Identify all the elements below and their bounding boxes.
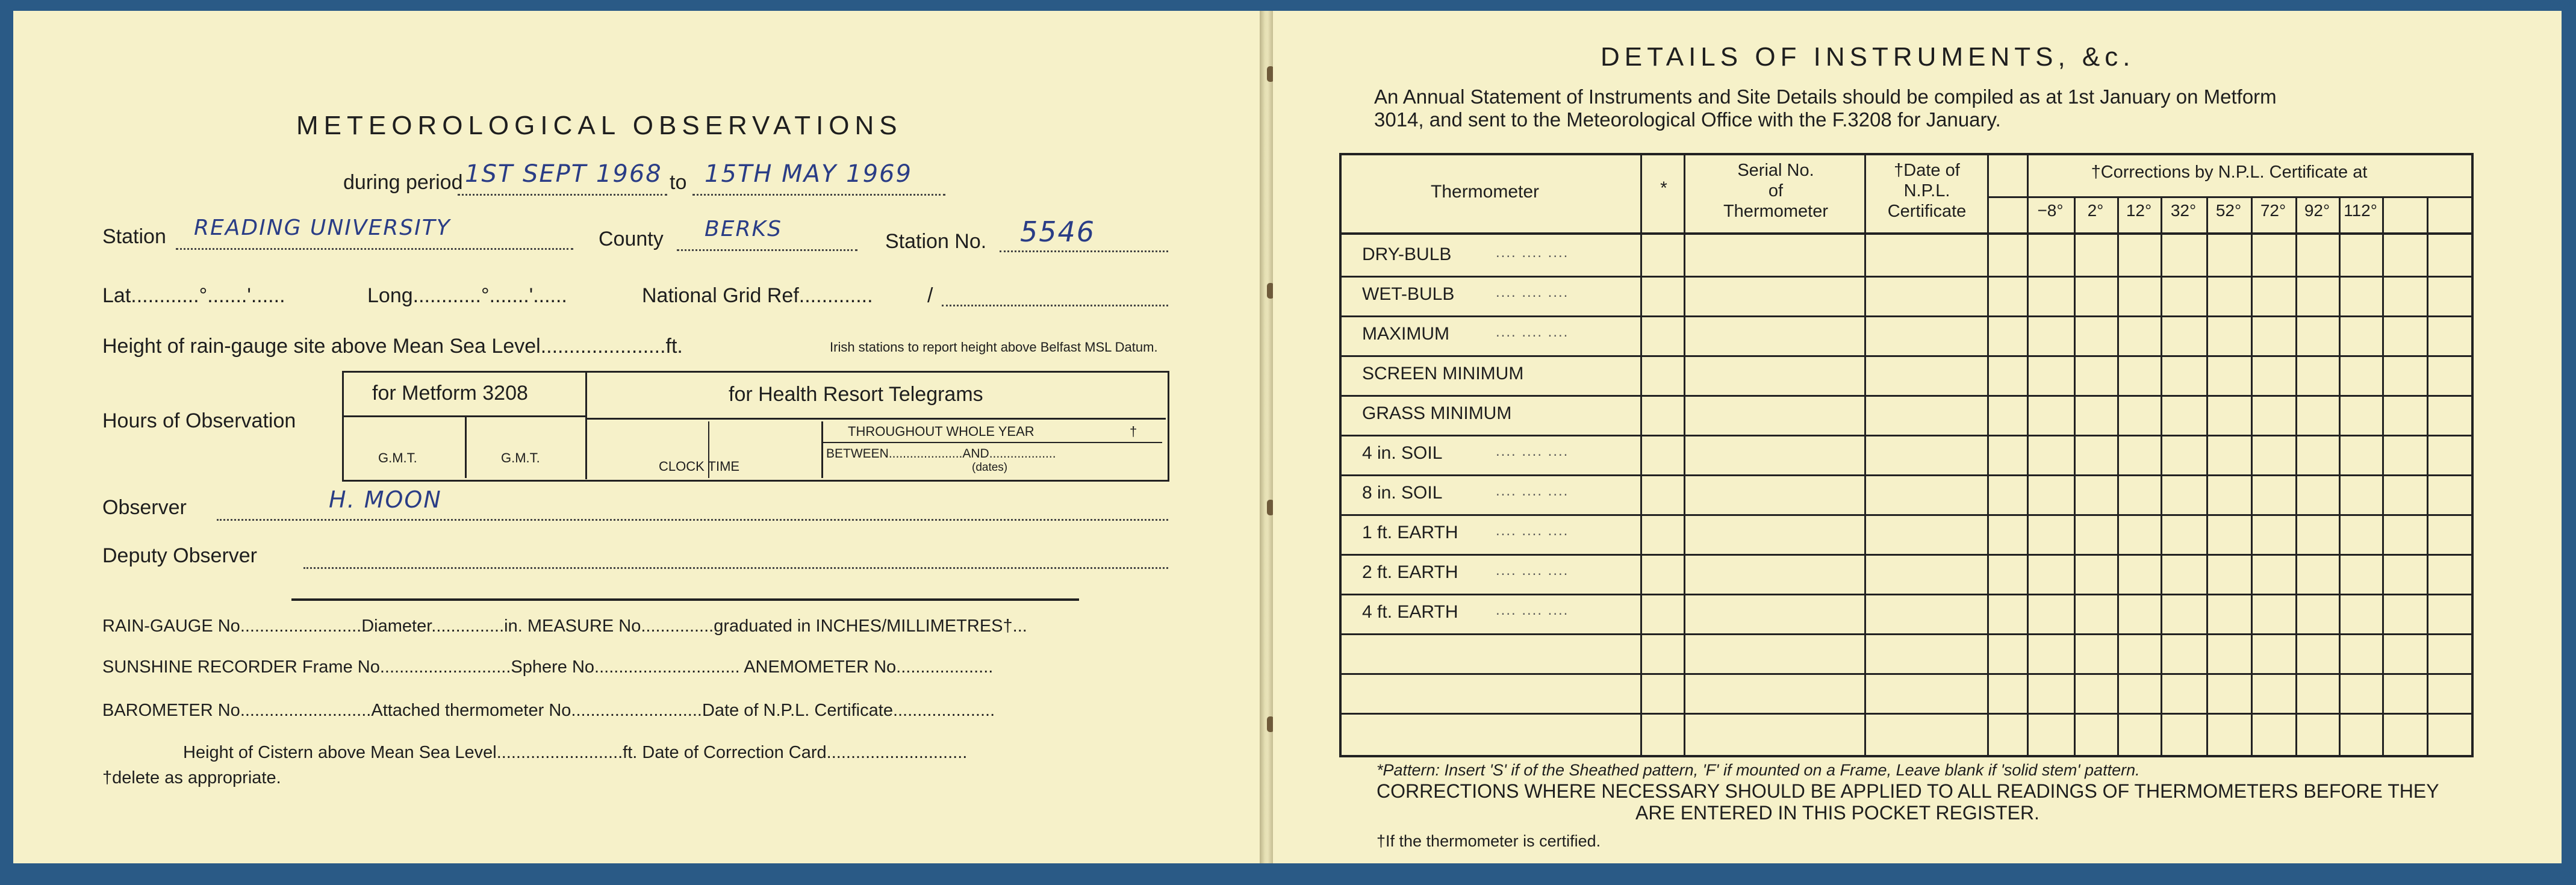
col-date-line-3: Certificate — [1887, 202, 1967, 221]
health-resort-label: for Health Resort Telegrams — [729, 383, 983, 406]
certified-note: †If the thermometer is certified. — [1377, 832, 1601, 850]
irish-note: Irish stations to report height above Belfast MSL Datum. — [830, 340, 1158, 355]
row-dots: .... .... .... — [1496, 602, 1569, 618]
temp-column-rule — [2251, 197, 2253, 755]
row-name: 4 ft. EARTH — [1362, 602, 1458, 622]
lat-label: Lat............°.......'...... — [102, 284, 285, 307]
row-rule — [1339, 435, 2471, 436]
county-line — [677, 249, 857, 251]
table-row-label — [1362, 284, 1454, 305]
col-corrections: †Corrections by N.P.L. Certificate at — [2091, 163, 2368, 182]
county-label: County — [599, 228, 664, 250]
header-sub-rule — [1987, 196, 2471, 198]
temp-header: 92° — [2304, 201, 2330, 220]
intro-line-2: 3014, and sent to the Meteorological Office with the F.3208 for January. — [1374, 108, 2001, 131]
header-rule — [1339, 232, 2471, 235]
station-label: Station — [102, 225, 166, 248]
barometer-line: BAROMETER No...........................Attached thermometer No...........................Date of N.P.L. Certificate..................... — [102, 701, 995, 720]
table-row-label — [1362, 602, 1458, 623]
hours-rule — [586, 418, 1166, 420]
row-name: DRY-BULB — [1362, 244, 1452, 264]
row-rule — [1339, 514, 2471, 516]
cistern-line: Height of Cistern above Mean Sea Level..........................ft. Date of Correction Card............................. — [183, 743, 968, 762]
col-serial-line-2: of — [1768, 181, 1784, 200]
corrections-note-1: CORRECTIONS WHERE NECESSARY SHOULD BE APPLIED TO ALL READINGS OF THERMOMETERS BEFORE THEY — [1377, 780, 2439, 802]
metform-label: for Metform 3208 — [372, 382, 528, 405]
grid-ref-line — [942, 305, 1168, 306]
details-title: DETAILS OF INSTRUMENTS, &c. — [1601, 42, 2135, 72]
row-name: 4 in. SOIL — [1362, 443, 1443, 463]
long-label: Long............°.......'...... — [367, 284, 567, 307]
column-rule — [2027, 153, 2029, 755]
temp-header: 2° — [2087, 201, 2104, 220]
row-name: 8 in. SOIL — [1362, 483, 1443, 503]
period-start-value: 1ST SEPT 1968 — [465, 160, 662, 188]
row-dots: .... .... .... — [1496, 562, 1569, 579]
observer-value: H. MOON — [329, 486, 442, 513]
gmt-label-2: G.M.T. — [501, 450, 540, 465]
table-row-label — [1362, 324, 1449, 344]
row-rule — [1339, 713, 2471, 715]
deputy-label: Deputy Observer — [102, 544, 257, 567]
row-name: 2 ft. EARTH — [1362, 562, 1458, 582]
row-rule — [1339, 355, 2471, 357]
book-gutter — [1260, 11, 1273, 863]
temp-column-rule — [2382, 197, 2384, 755]
col-star: * — [1660, 178, 1667, 198]
to-label: to — [670, 171, 687, 194]
column-rule — [1640, 153, 1642, 755]
row-dots: .... .... .... — [1496, 244, 1569, 261]
row-name: MAXIMUM — [1362, 324, 1449, 344]
temp-header: 112° — [2344, 201, 2377, 220]
table-row-label — [1362, 562, 1458, 583]
row-rule — [1339, 554, 2471, 556]
pattern-note: *Pattern: Insert 'S' if of the Sheathed pattern, 'F' if mounted on a Frame, Leave blank if 'solid stem' pattern. — [1377, 761, 2140, 779]
row-rule — [1339, 474, 2471, 476]
year-divider — [821, 421, 823, 478]
gmt-label-1: G.M.T. — [378, 450, 417, 465]
period-end-value: 15TH MAY 1969 — [705, 160, 912, 188]
table-row-label — [1362, 403, 1511, 424]
row-dots: .... .... .... — [1496, 483, 1569, 499]
period-start-line — [458, 194, 667, 196]
temp-column-rule — [2295, 197, 2297, 755]
dates-label: (dates) — [972, 461, 1008, 474]
period-label: during period — [343, 171, 463, 194]
column-rule — [1684, 153, 1685, 755]
station-no-label: Station No. — [885, 230, 987, 253]
column-rule — [1987, 153, 1989, 755]
row-name: SCREEN MINIMUM — [1362, 364, 1524, 384]
dagger-mark: † — [1130, 424, 1137, 439]
temp-column-rule — [2339, 197, 2341, 755]
row-name: 1 ft. EARTH — [1362, 523, 1458, 542]
delete-note: †delete as appropriate. — [102, 768, 281, 787]
row-dots: .... .... .... — [1496, 523, 1569, 539]
col-date — [1867, 160, 1987, 222]
temp-header: 32° — [2170, 201, 2197, 220]
temp-column-rule — [2206, 197, 2208, 755]
hours-divider — [585, 372, 587, 479]
table-row-label — [1362, 364, 1523, 384]
intro-line-1: An Annual Statement of Instruments and Site Details should be compiled as at 1st January on Metform — [1374, 85, 2277, 108]
county-value: BERKS — [705, 217, 782, 241]
between-label: BETWEEN.....................AND................... — [826, 447, 1056, 461]
throughout-label: THROUGHOUT WHOLE YEAR — [848, 424, 1034, 439]
col-serial-line-1: Serial No. — [1737, 161, 1814, 180]
gmt-divider — [465, 417, 467, 478]
col-serial-line-3: Thermometer — [1723, 202, 1829, 221]
corrections-note-2: ARE ENTERED IN THIS POCKET REGISTER. — [1635, 802, 2039, 824]
row-rule — [1339, 395, 2471, 397]
hours-rule — [343, 415, 585, 417]
table-row-label — [1362, 443, 1442, 464]
row-rule — [1339, 594, 2471, 595]
row-rule — [1339, 276, 2471, 278]
sunshine-line: SUNSHINE RECORDER Frame No...........................Sphere No.............................. ANEMOMETER No.................... — [102, 657, 994, 677]
observer-label: Observer — [102, 496, 187, 519]
column-rule — [1864, 153, 1866, 755]
col-thermometer: Thermometer — [1431, 182, 1540, 202]
table-row-label — [1362, 483, 1442, 503]
row-rule — [1339, 673, 2471, 675]
page-title: METEOROLOGICAL OBSERVATIONS — [296, 111, 903, 140]
clock-time-label: CLOCK TIME — [659, 459, 740, 474]
table-row-label — [1362, 244, 1451, 265]
station-line — [176, 248, 573, 250]
temp-header: 72° — [2260, 201, 2286, 220]
row-name: GRASS MINIMUM — [1362, 403, 1512, 423]
section-rule — [291, 598, 1079, 601]
row-rule — [1339, 633, 2471, 635]
year-rule — [823, 442, 1162, 443]
grid-ref-label: National Grid Ref............. — [642, 284, 873, 307]
station-no-line — [1000, 250, 1168, 252]
row-name: WET-BULB — [1362, 284, 1455, 304]
temp-column-rule — [2074, 197, 2076, 755]
hours-label: Hours of Observation — [102, 409, 296, 432]
station-value: READING UNIVERSITY — [194, 216, 451, 240]
grid-ref-slash: / — [927, 284, 933, 307]
period-end-line — [692, 194, 945, 196]
raingauge-line: RAIN-GAUGE No.........................Diameter...............in. MEASURE No...............graduated in INCHES/MILLIMETRES†... — [102, 616, 1027, 636]
station-no-value: 5546 — [1020, 216, 1096, 248]
temp-header: 52° — [2215, 201, 2242, 220]
height-label: Height of rain-gauge site above Mean Sea Level......................ft. — [102, 335, 683, 358]
row-rule — [1339, 315, 2471, 317]
row-dots: .... .... .... — [1496, 324, 1569, 340]
row-dots: .... .... .... — [1496, 443, 1569, 459]
table-row-label — [1362, 523, 1458, 543]
temp-column-rule — [2161, 197, 2162, 755]
observer-line — [217, 519, 1168, 521]
col-date-line-2: N.P.L. — [1903, 181, 1950, 200]
temp-column-rule — [2117, 197, 2119, 755]
temp-header: −8° — [2037, 201, 2064, 220]
deputy-line — [303, 567, 1168, 569]
temp-header: 12° — [2126, 201, 2152, 220]
col-date-line-1: †Date of — [1894, 161, 1960, 180]
col-serial — [1686, 160, 1865, 222]
temp-column-rule — [2427, 197, 2428, 755]
row-dots: .... .... .... — [1496, 284, 1569, 300]
